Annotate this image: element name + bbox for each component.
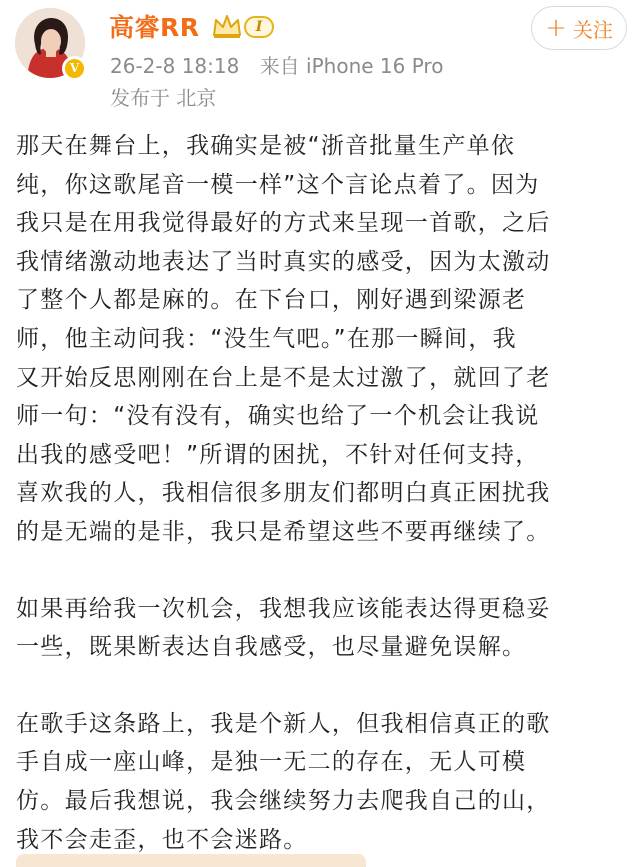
text-line: 我只是在用我觉得最好的方式来呈现一首歌，之后 [16,210,551,237]
text-line: 喜欢我的人，我相信很多朋友们都明白真正困扰我 [16,480,551,507]
topic-card[interactable] [16,854,366,867]
text-line: 又开始反思刚刚在台上是不是太过激了，就回了老 [16,364,551,391]
crown-icon [210,11,244,41]
text-line: 那天在舞台上，我确实是被“浙音批量生产单依 [16,133,516,159]
text-line: 仿。最后我想说，我会继续努力去爬我自己的山， [16,787,551,814]
post-location: 发布于 北京 [110,86,217,110]
text-line: 纯，你这歌尾音一模一样”这个言论点着了。因为 [16,171,540,198]
text-line: 出我的感受吧！”所谓的困扰，不针对任何支持， [16,441,540,468]
text-line: 一些，既果断表达自我感受，也尽量避免误解。 [16,634,527,661]
plus-icon: + [545,13,567,43]
text-line: 我情绪激动地表达了当时真实的感受，因为太激动 [16,248,551,275]
follow-button[interactable] [531,6,627,50]
post-source: 来自 iPhone 16 Pro [259,54,444,78]
text-line: 的是无端的是非，我只是希望这些不要再继续了。 [16,518,551,545]
post-date: 26-2-8 18:18 [110,54,240,78]
text-line: 师一句：“没有没有，确实也给了一个机会让我说 [16,403,540,430]
level-badge[interactable]: I [244,16,274,38]
text-line: 了整个人都是麻的。在下台口，刚好遇到梁源老 [16,287,527,314]
post-content [16,127,626,859]
text-line: 手自成一座山峰，是独一无二的存在，无人可模 [16,749,527,776]
paragraph [16,127,626,552]
text-line: 师，他主动问我：“没生气吧。”在那一瞬间，我 [16,325,517,352]
paragraph [16,705,626,859]
text-line: 如果再给我一次机会，我想我应该能表达得更稳妥 [16,595,551,622]
author-name[interactable]: 高睿RR [109,13,200,42]
paragraph [16,590,626,667]
post-meta [110,52,457,80]
verified-v-icon: V [62,56,87,81]
follow-label: 关注 [572,17,613,42]
text-line: 在歌手这条路上，我是个新人，但我相信真正的歌 [16,710,551,737]
text-line: 我不会走歪，也不会迷路。 [16,826,308,853]
post-header [0,0,638,120]
